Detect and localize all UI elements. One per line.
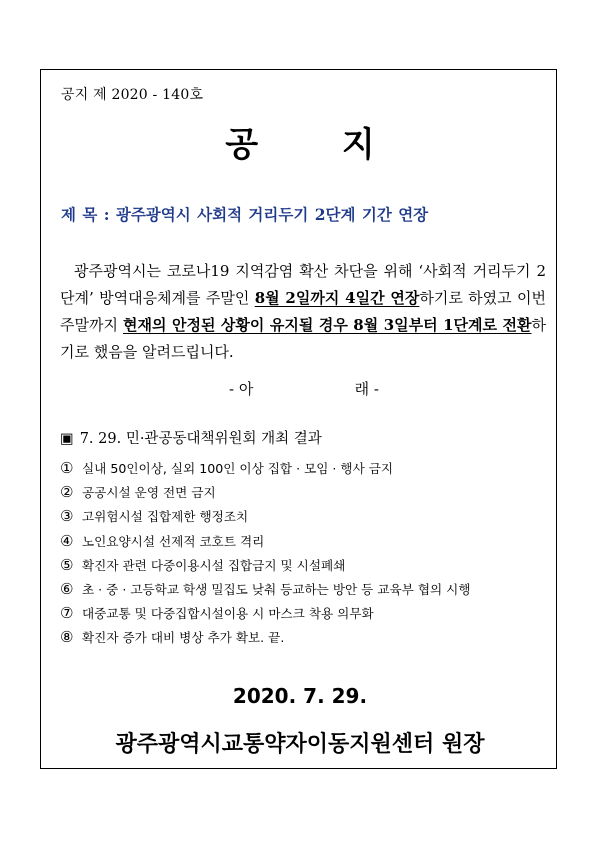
separator-left: - 아 [229, 380, 254, 398]
body-text-3: 하기로 했음을 알려드립니다. [60, 316, 546, 361]
item-text: 공공시설 운영 전면 금지 [82, 485, 216, 501]
item-text: 확진자 증가 대비 병상 추가 확보. 끝. [82, 630, 285, 646]
list-item [60, 480, 560, 504]
separator-heading [229, 378, 379, 399]
document-border [40, 69, 557, 769]
list-item [60, 456, 560, 480]
body-emphasis-1: 8월 2일까지 4일간 연장 [254, 289, 420, 307]
list-item [60, 504, 560, 528]
item-text: 고위험시설 집합제한 행정조치 [82, 509, 249, 525]
page-title: 공 지 [225, 125, 375, 165]
item-number: ① [60, 459, 74, 477]
item-number: ⑥ [60, 579, 74, 598]
item-text: 대중교통 및 다중집합시설이용 시 마스크 착용 의무화 [82, 606, 374, 622]
section-heading [60, 427, 322, 448]
body-text-1: 광주광역시는 코로나19 지역감염 확산 차단을 위해 ‘사회적 거리두기 2단계’ 방역대응체계를 주말인 [60, 262, 546, 307]
list-item [60, 577, 560, 601]
square-bullet-icon: ▣ [60, 431, 74, 447]
item-text: 확진자 관련 다중이용시설 집합금지 및 시설폐쇄 [82, 557, 346, 573]
notice-number: 공지 제 2020 - 140호 [61, 87, 204, 103]
signer-name: 광주광역시교통약자이동지원센터 원장 [115, 732, 485, 757]
item-number: ⑦ [60, 604, 74, 623]
section-heading-text: 7. 29. 민·관공동대책위원회 개최 결과 [79, 431, 322, 447]
list-item [60, 553, 560, 577]
separator-right: 래 - [354, 380, 379, 398]
item-text: 초 · 중 · 고등학교 학생 밀집도 낮춰 등교하는 방안 등 교육부 협의 시행 [82, 581, 471, 597]
item-text: 실내 50인이상, 실외 100인 이상 집합 · 모임 · 행사 금지 [82, 461, 394, 476]
result-list [60, 456, 560, 650]
item-number: ④ [60, 531, 74, 550]
list-item [60, 625, 560, 649]
body-text-2: 하기로 하였고 이번 주말까지 [60, 289, 546, 334]
item-number: ⑧ [60, 628, 74, 647]
body-paragraph [60, 258, 546, 366]
item-number: ③ [60, 507, 74, 526]
subject-line: 제 목 : 광주광역시 사회적 거리두기 2단계 기간 연장 [61, 205, 429, 224]
item-number: ⑤ [60, 555, 74, 574]
item-number: ② [60, 483, 74, 502]
body-emphasis-2: 현재의 안정된 상황이 유지될 경우 8월 3일부터 1단계로 전환 [123, 316, 532, 334]
issue-date: 2020. 7. 29. [232, 684, 368, 708]
list-item [60, 529, 560, 553]
item-text: 노인요양시설 선제적 코호트 격리 [82, 533, 265, 549]
list-item [60, 601, 560, 625]
